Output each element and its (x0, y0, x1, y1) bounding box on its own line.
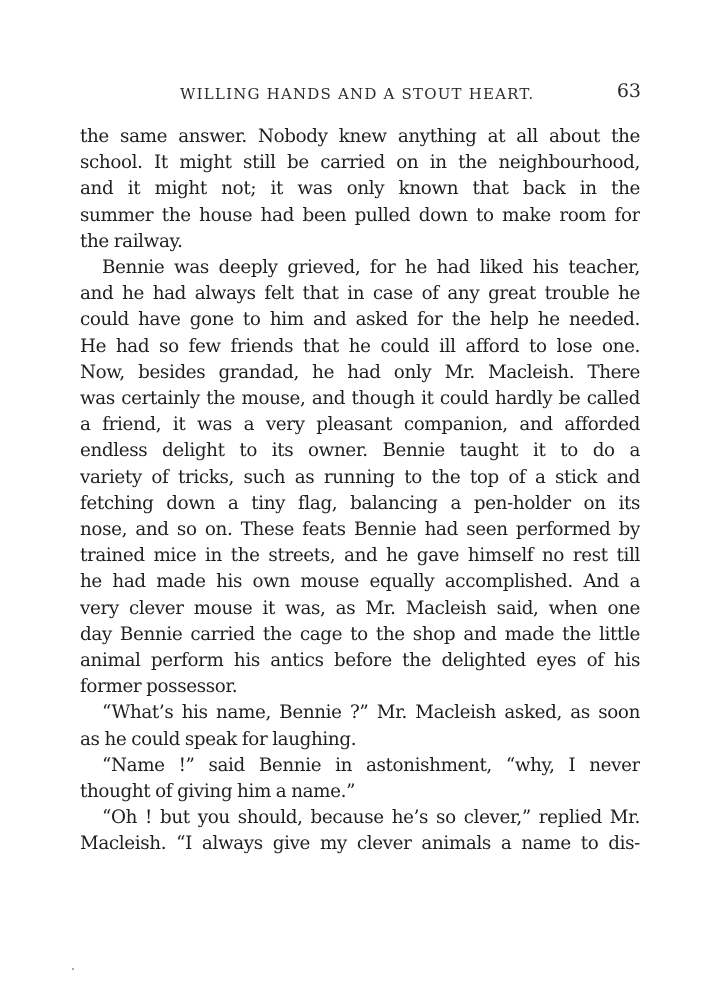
text-line: He had so few friends that he could ill afford to lose one. (80, 335, 640, 357)
text-line: former possessor. (80, 676, 238, 698)
text-line: endless delight to its owner. Bennie taught it to do a (80, 440, 640, 462)
page-number: 63 (616, 80, 641, 102)
text-line: Now, besides grandad, he had only Mr. Macleish. There (80, 361, 640, 383)
text-line: day Bennie carried the cage to the shop and made the little (80, 623, 640, 645)
text-line: as he could speak for laughing. (80, 728, 357, 750)
text-line: “Oh ! but you should, because he’s so clever,” replied Mr. (102, 807, 640, 829)
paper-speck (72, 968, 74, 970)
text-line: and he had always felt that in case of any great trouble he (80, 283, 640, 305)
text-line: could have gone to him and asked for the help he needed. (80, 309, 640, 331)
text-line: the railway. (80, 230, 183, 252)
body-text (80, 124, 640, 858)
text-line: Bennie was deeply grieved, for he had liked his teacher, (102, 257, 640, 279)
text-line: a friend, it was a very pleasant companion, and afforded (80, 414, 640, 436)
text-line: “What’s his name, Bennie ?” Mr. Macleish asked, as soon (102, 702, 640, 724)
text-line: Macleish. “I always give my clever animals a name to dis- (80, 833, 640, 855)
text-line: he had made his own mouse equally accomplished. And a (80, 571, 640, 593)
text-line: nose, and so on. These feats Bennie had seen performed by (80, 519, 640, 541)
running-head: WILLING HANDS AND A STOUT HEART. (180, 85, 535, 103)
text-line: summer the house had been pulled down to make room for (80, 204, 640, 226)
text-line: very clever mouse it was, as Mr. Macleish said, when one (80, 597, 640, 619)
text-line: and it might not; it was only known that back in the (80, 178, 640, 200)
text-line: variety of tricks, such as running to the top of a stick and (80, 466, 640, 488)
text-line: school. It might still be carried on in the neighbourhood, (80, 152, 640, 174)
text-line: animal perform his antics before the delighted eyes of his (80, 650, 640, 672)
text-line: thought of giving him a name.” (80, 781, 356, 803)
text-line: the same answer. Nobody knew anything at all about the (80, 126, 640, 147)
text-line: trained mice in the streets, and he gave himself no rest till (80, 545, 640, 567)
text-line: “Name !” said Bennie in astonishment, “why, I never (102, 754, 640, 776)
text-line: fetching down a tiny flag, balancing a pen-holder on its (80, 492, 640, 514)
text-line: was certainly the mouse, and though it could hardly be called (80, 388, 640, 410)
